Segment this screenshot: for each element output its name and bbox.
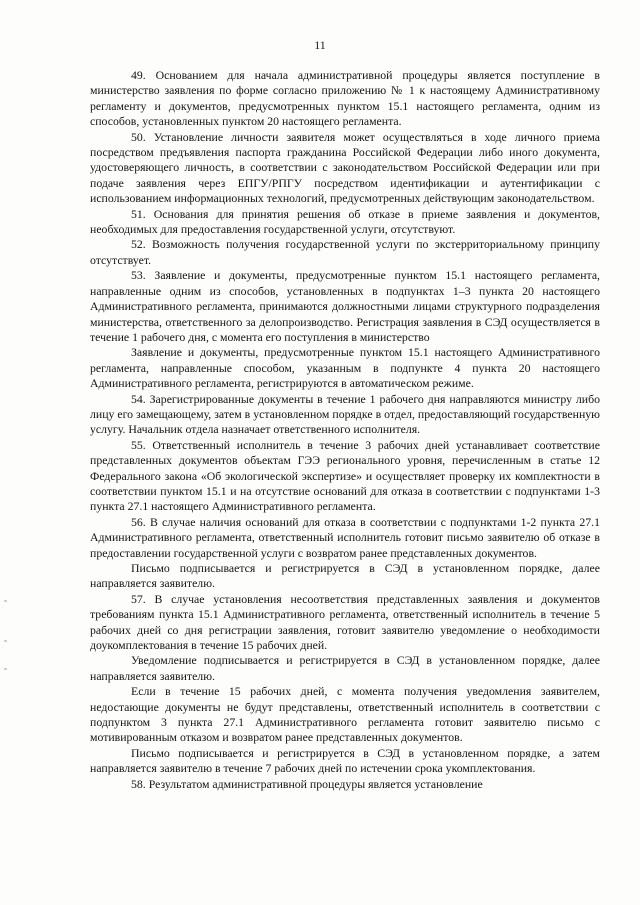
paragraph-49: 49. Основанием для начала административной процедуры является поступление в министерство заявления по форме согласно приложению № 1 к настоящему Административному регламенту и документов, предусмотренных пунктом 15.1 настоящего регламента, одним из способов, установленных пунктом 20 настоящего регламента.: [90, 68, 600, 129]
paragraph-57-letter: Письмо подписывается и регистрируется в СЭД в установленном порядке, а затем направляется заявителю в течение 7 рабочих дней по истечении срока укомплектования.: [90, 745, 600, 776]
paragraph-57: 57. В случае установления несоответствия представленных заявления и документов требованиям пункта 15.1 Административного регламента, ответственный исполнитель в течение 5 рабочих дней со дня регистрации заявления, готовит заявителю уведомление о необходимости доукомплектования в течение 15 рабочих дней.: [90, 591, 600, 653]
scan-edge-mark: [4, 640, 7, 642]
paragraph-51: 51. Основания для принятия решения об отказе в приеме заявления и документов, необходимых для предоставления государственной услуги, отсутствуют.: [90, 206, 600, 237]
paragraph-57-refusal: Если в течение 15 рабочих дней, с момента получения уведомления заявителем, недостающие документы не будут представлены, ответственный исполнитель в соответствии с подпунктом 3 пункта 27.1 Административного регламента готовит заявителю письмо с мотивированным отказом и возвратом ранее представленных документов.: [90, 684, 600, 745]
paragraph-55: 55. Ответственный исполнитель в течение 3 рабочих дней устанавливает соответствие представленных документов объектам ГЭЭ регионального уровня, перечисленным в статье 12 Федерального закона «Об экологической экспертизе» и осуществляет проверку их комплектности в соответствии пунктом 15.1 и на отсутствие оснований для отказа в соответствии с подпунктами 1-3 пункта 27.1 настоящего Административного регламента.: [90, 437, 600, 514]
paragraph-57-notice: Уведомление подписывается и регистрируется в СЭД в установленном порядке, далее направляется заявителю.: [90, 653, 600, 683]
paragraph-53: 53. Заявление и документы, предусмотренные пунктом 15.1 настоящего регламента, направленные одним из способов, установленных в подпунктах 1–3 пункта 20 настоящего Административного регламента, принимаются должностными лицами структурного подразделения министерства, ответственного за делопроизводство. Регистрация заявления в СЭД осуществляется в течение 1 рабочего дня, с момента его поступления в министерство: [90, 268, 600, 344]
page-number: 11: [314, 38, 326, 52]
paragraph-50: 50. Установление личности заявителя может осуществляться в ходе личного приема посредством предъявления паспорта гражданина Российской Федерации либо иного документа, удостоверяющего личность, в соответствии с законодательством Российской Федерации или при подаче заявления через ЕПГУ/РПГУ посредством идентификации и аутентификации с использованием информационных технологий, предусмотренных действующим законодательством.: [90, 129, 600, 206]
scan-edge-mark: [4, 600, 7, 602]
paragraph-56: 56. В случае наличия оснований для отказа в соответствии с подпунктами 1-2 пункта 27.1 Административного регламента, ответственный исполнитель готовит письмо заявителю об отказе в предоставлении государственной услуги с возвратом ранее представленных документов.: [90, 514, 600, 560]
scan-edge-mark: [4, 668, 7, 670]
document-body: [90, 68, 600, 792]
paragraph-54: 54. Зарегистрированные документы в течение 1 рабочего дня направляются министру либо лицу его замещающему, затем в установленном порядке в отдел, предоставляющий государственную услугу. Начальник отдела назначает ответственного исполнителя.: [90, 391, 600, 437]
paragraph-56-letter: Письмо подписывается и регистрируется в СЭД в установленном порядке, далее направляется заявителю.: [90, 561, 600, 591]
paragraph-52: 52. Возможность получения государственной услуги по экстерриториальному принципу отсутствует.: [90, 237, 600, 267]
paragraph-53-continued: Заявление и документы, предусмотренные пунктом 15.1 настоящего Административного регламента, направленные способом, указанным в подпункте 4 пункта 20 настоящего Административного регламента, регистрируются в автоматическом режиме.: [90, 345, 600, 391]
paragraph-58: 58. Результатом административной процедуры является установление: [131, 776, 483, 791]
